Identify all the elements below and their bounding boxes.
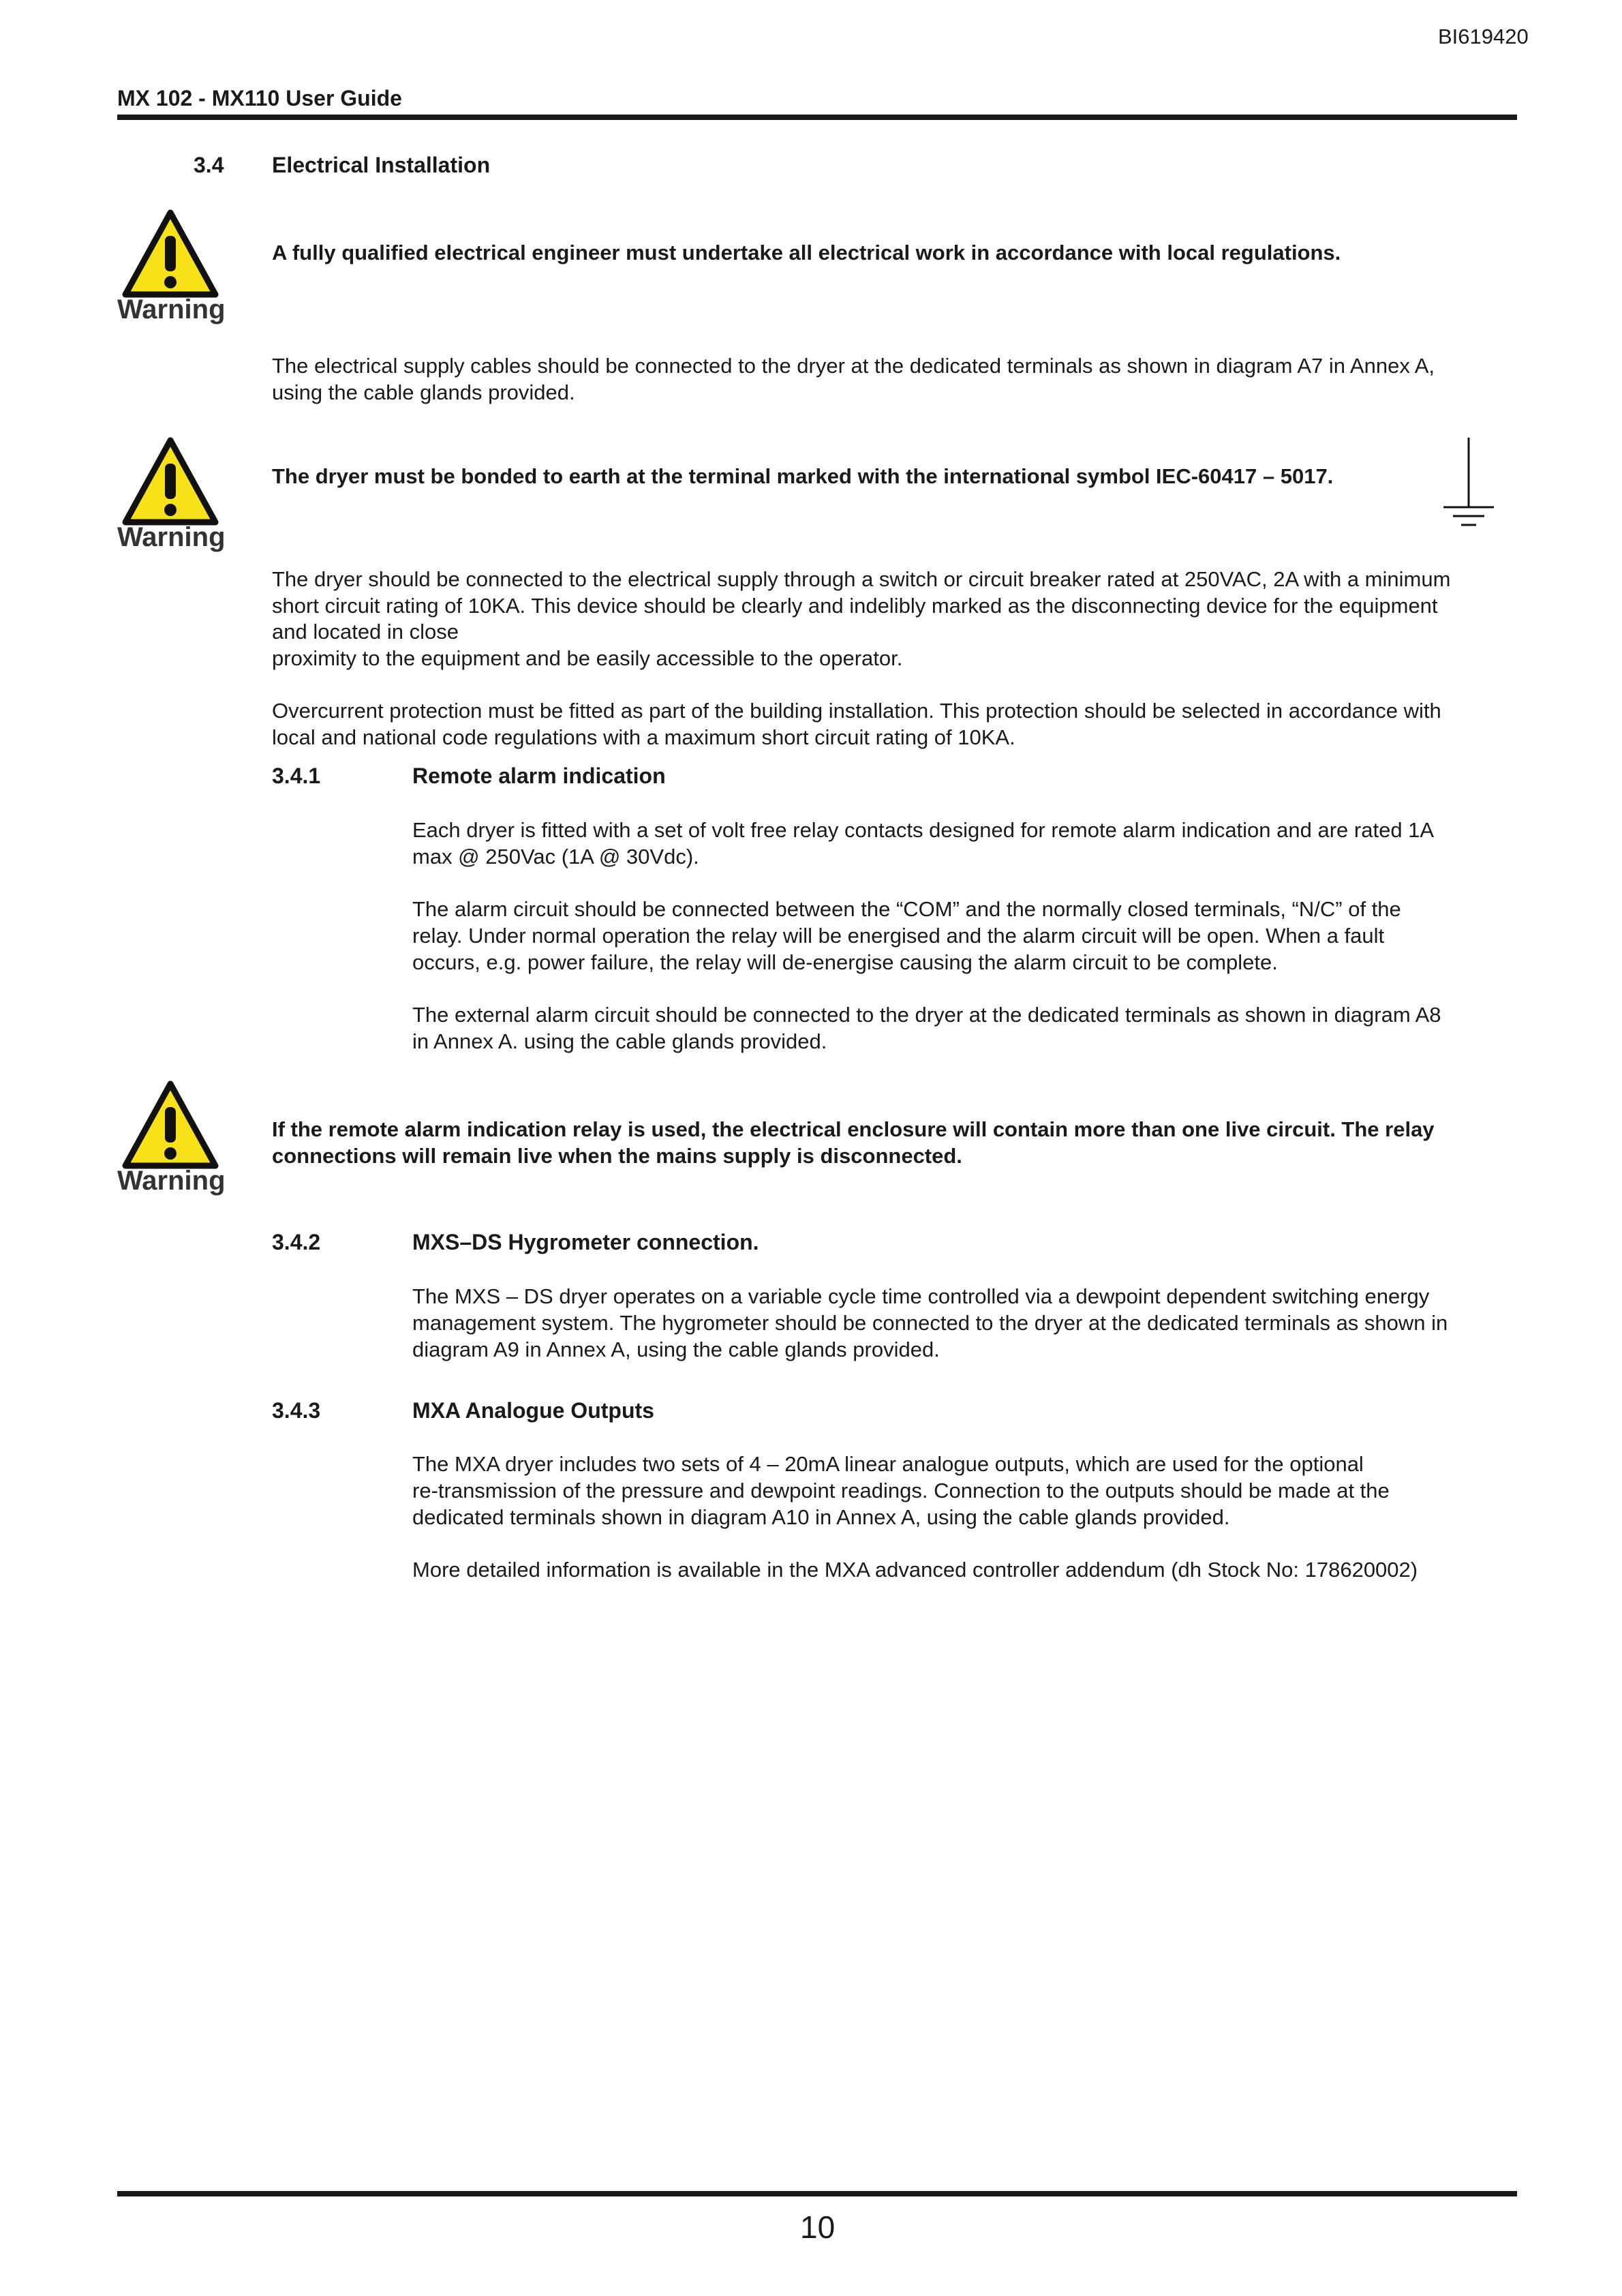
paragraph-line: proximity to the equipment and be easily accessible to the operator. [272, 646, 903, 670]
paragraph-line: max @ 250Vac (1A @ 30Vdc). [412, 845, 699, 868]
paragraph-line: in Annex A. using the cable glands provided. [412, 1029, 827, 1053]
page-number: 10 [800, 2209, 836, 2245]
paragraph-line: using the cable glands provided. [272, 380, 575, 404]
warning-label: Warning [117, 294, 226, 324]
subsection-title: MXS–DS Hygrometer connection. [412, 1230, 759, 1254]
warning-block-2 [117, 436, 240, 553]
warning-text-3: connections will remain live when the mains supply is disconnected. [272, 1144, 962, 1168]
paragraph-line: occurs, e.g. power failure, the relay will de-energise causing the alarm circuit to be complete. [412, 950, 1278, 974]
warning-triangle-icon [121, 1080, 219, 1170]
section-title: Electrical Installation [272, 153, 491, 177]
subsection-title: MXA Analogue Outputs [412, 1398, 654, 1423]
earth-ground-symbol-icon [1438, 436, 1499, 532]
paragraph-line: short circuit rating of 10KA. This device should be clearly and indelibly marked as the disconnecting device for the equipment [272, 594, 1438, 618]
warning-text-3: If the remote alarm indication relay is used, the electrical enclosure will contain more than one live circuit. The relay [272, 1117, 1435, 1141]
paragraph-line: relay. Under normal operation the relay will be energised and the alarm circuit will be open. When a fault [412, 924, 1385, 948]
paragraph-line: The external alarm circuit should be connected to the dryer at the dedicated terminals as shown in diagram A8 [412, 1003, 1441, 1027]
guide-title: MX 102 - MX110 User Guide [117, 86, 402, 110]
paragraph-line: The MXA dryer includes two sets of 4 – 20mA linear analogue outputs, which are used for the optional [412, 1452, 1364, 1476]
paragraph-line: re-transmission of the pressure and dewpoint readings. Connection to the outputs should be made at the [412, 1479, 1390, 1502]
warning-label: Warning [117, 522, 226, 552]
section-number: 3.4 [194, 153, 224, 177]
paragraph-line: The MXS – DS dryer operates on a variable cycle time controlled via a dewpoint dependent switching energy [412, 1284, 1430, 1308]
paragraph-line: The electrical supply cables should be connected to the dryer at the dedicated terminals as shown in diagram A7 in Annex A, [272, 354, 1435, 378]
warning-triangle-icon [121, 209, 219, 299]
paragraph-line: management system. The hygrometer should be connected to the dryer at the dedicated terminals as shown in [412, 1311, 1448, 1335]
paragraph-line: Each dryer is fitted with a set of volt free relay contacts designed for remote alarm indication and are rated 1A [412, 818, 1435, 842]
document-id: BI619420 [1438, 25, 1529, 48]
paragraph-line: More detailed information is available in the MXA advanced controller addendum (dh Stock No: 178620002) [412, 1558, 1418, 1582]
subsection-number: 3.4.2 [272, 1230, 321, 1254]
header-rule [117, 115, 1517, 120]
paragraph-line: local and national code regulations with a maximum short circuit rating of 10KA. [272, 725, 1015, 749]
warning-text-1: A fully qualified electrical engineer must undertake all electrical work in accordance with local regulations. [272, 241, 1341, 265]
warning-text-2: The dryer must be bonded to earth at the terminal marked with the international symbol IEC-60417 – 5017. [272, 464, 1334, 488]
paragraph-line: dedicated terminals shown in diagram A10 in Annex A, using the cable glands provided. [412, 1505, 1230, 1529]
warning-block-3 [117, 1080, 240, 1196]
subsection-number: 3.4.3 [272, 1398, 321, 1423]
footer-rule [117, 2191, 1517, 2196]
paragraph-line: and located in close [272, 620, 459, 644]
subsection-number: 3.4.1 [272, 764, 321, 788]
paragraph-line: The alarm circuit should be connected between the “COM” and the normally closed terminals, “N/C” of the [412, 897, 1401, 921]
paragraph-line: Overcurrent protection must be fitted as part of the building installation. This protection should be selected in accordance with [272, 699, 1441, 723]
paragraph-line: The dryer should be connected to the electrical supply through a switch or circuit breaker rated at 250VAC, 2A with a minimum [272, 567, 1451, 591]
subsection-title: Remote alarm indication [412, 764, 666, 788]
warning-block-1 [117, 209, 240, 325]
warning-triangle-icon [121, 436, 219, 526]
paragraph-line: diagram A9 in Annex A, using the cable glands provided. [412, 1338, 940, 1361]
warning-label: Warning [117, 1166, 226, 1196]
